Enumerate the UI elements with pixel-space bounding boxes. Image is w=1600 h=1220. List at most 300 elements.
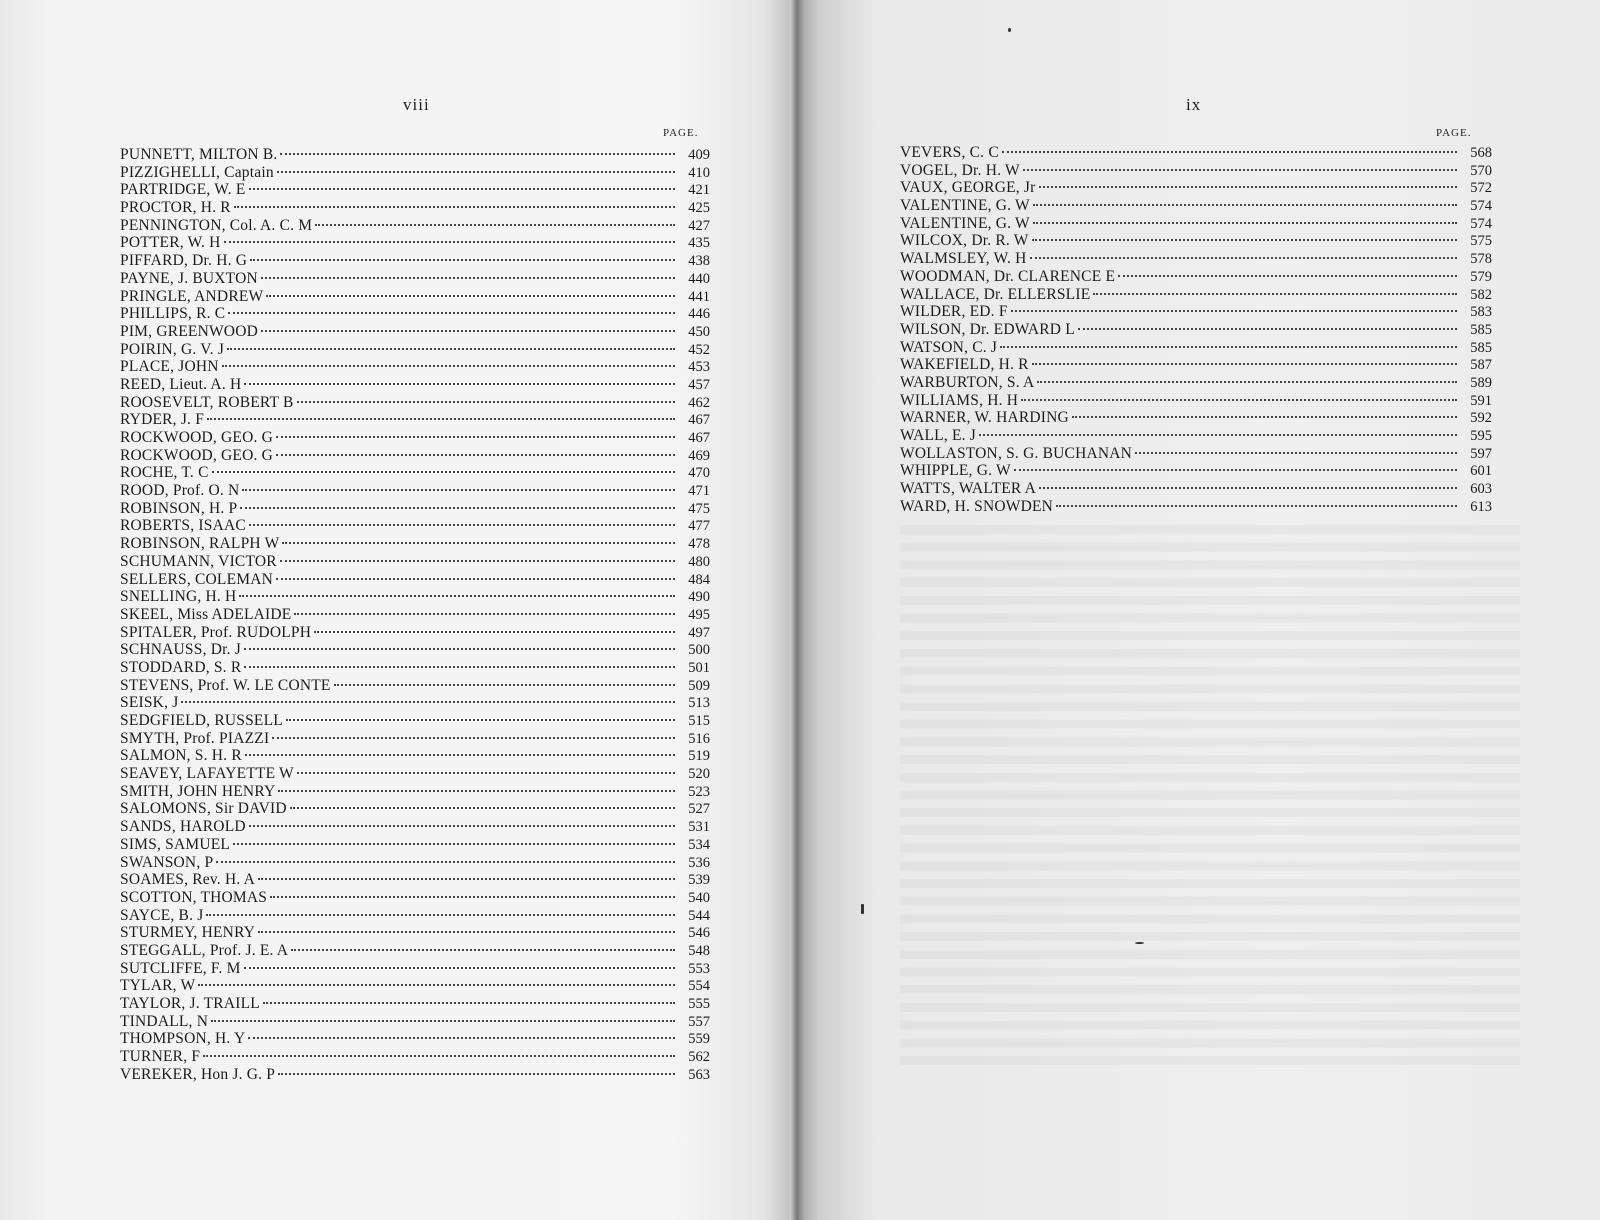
entry-page-number: 471 [688, 483, 710, 500]
entry-page-number: 509 [688, 677, 710, 694]
entry-page-number: 484 [688, 571, 710, 588]
entry-name: WALLACE, Dr. ELLERSLIE [900, 285, 1091, 303]
dot-leader [261, 330, 675, 332]
entry-name: SWANSON, P [120, 853, 214, 871]
entry-page-number: 515 [688, 713, 710, 729]
entry-name: STODDARD, S. R [120, 658, 242, 676]
index-entry [900, 144, 1492, 162]
entry-page-number: 441 [688, 288, 710, 305]
entry-name: SCHNAUSS, Dr. J [120, 641, 242, 659]
dot-leader [233, 843, 675, 845]
entry-name: SIMS, SAMUEL [120, 835, 231, 853]
dot-leader [224, 241, 675, 243]
index-entry [120, 624, 710, 642]
entry-name: WILDER, ED. F [900, 303, 1008, 321]
entry-name: TAYLOR, J. TRAILL [120, 995, 260, 1012]
dot-leader [1021, 399, 1457, 401]
entry-page-number: 574 [1470, 215, 1492, 232]
index-entry [900, 268, 1492, 286]
dot-leader [212, 471, 675, 473]
entry-page-number: 470 [688, 465, 710, 482]
entry-name: THOMPSON, H. Y [120, 1030, 246, 1048]
entry-page-number: 597 [1470, 445, 1492, 462]
dot-leader [1011, 310, 1457, 312]
index-entry [120, 429, 710, 447]
dot-leader [263, 1002, 675, 1004]
dot-leader [1078, 328, 1457, 330]
entry-name: REED, Lieut. A. H [120, 375, 242, 393]
dot-leader [297, 401, 675, 403]
index-entry [120, 358, 710, 376]
entry-page-number: 500 [688, 642, 710, 659]
dot-leader [248, 1037, 675, 1039]
entry-page-number: 536 [688, 854, 710, 871]
dot-leader [181, 701, 675, 703]
entry-name: WALMSLEY, W. H [900, 250, 1027, 268]
index-entry [120, 854, 710, 872]
entry-page-number: 457 [688, 376, 710, 393]
entry-page-number: 554 [688, 978, 710, 995]
dot-leader [222, 365, 675, 367]
dot-leader [270, 896, 675, 898]
entry-page-number: 480 [688, 553, 710, 570]
index-entry [120, 252, 710, 270]
entry-page-number: 582 [1470, 286, 1492, 303]
index-entry [120, 659, 710, 677]
dot-leader [1135, 452, 1457, 454]
entry-name: PARTRIDGE, W. E [120, 181, 246, 199]
dot-leader [249, 825, 675, 827]
entry-name: PROCTOR, H. R [120, 199, 231, 217]
entry-name: PENNINGTON, Col. A. C. M [120, 216, 313, 234]
entry-name: ROCKWOOD, GEO. G [120, 446, 274, 464]
entry-name: VEVERS, C. C [900, 144, 999, 161]
dot-leader [244, 666, 675, 668]
dot-leader [266, 295, 675, 297]
entry-page-number: 453 [688, 359, 710, 376]
entry-name: WILLIAMS, H. H [900, 391, 1019, 409]
index-entry [120, 464, 710, 482]
entry-page-number: 520 [688, 766, 710, 783]
entry-page-number: 501 [688, 659, 710, 676]
entry-name: WALL, E. J [900, 427, 977, 444]
entry-page-number: 592 [1470, 410, 1492, 427]
entry-name: SALOMONS, Sir DAVID [120, 800, 287, 818]
index-entry [900, 162, 1492, 180]
dot-leader [1118, 275, 1457, 277]
dot-leader [249, 524, 675, 526]
entry-name: PAYNE, J. BUXTON [120, 269, 258, 287]
index-entry [120, 677, 710, 695]
index-entry [120, 146, 710, 164]
entry-page-number: 534 [688, 836, 710, 853]
index-entry [900, 250, 1492, 268]
entry-name: VAUX, GEORGE, Jr [900, 179, 1036, 197]
entry-page-number: 544 [688, 907, 710, 924]
entry-page-number: 572 [1470, 180, 1492, 197]
entry-page-number: 409 [688, 147, 710, 163]
index-entry [120, 836, 710, 854]
dot-leader [1000, 346, 1457, 348]
dot-leader [216, 861, 675, 863]
dot-leader [203, 1055, 675, 1057]
entry-name: TINDALL, N [120, 1012, 209, 1030]
entry-page-number: 421 [688, 182, 710, 199]
index-entry [120, 341, 710, 359]
index-entry [120, 588, 710, 606]
entry-page-number: 490 [688, 589, 710, 606]
dot-leader [276, 436, 675, 438]
entry-page-number: 440 [688, 270, 710, 287]
dot-leader [242, 489, 675, 491]
entry-name: PUNNETT, MILTON B. [120, 146, 278, 163]
dot-leader [272, 737, 675, 739]
dot-leader [314, 631, 675, 633]
entry-page-number: 591 [1470, 392, 1492, 409]
index-entry [120, 818, 710, 836]
entry-page-number: 562 [688, 1049, 710, 1066]
entry-name: POTTER, W. H [120, 234, 221, 252]
dot-leader [290, 807, 675, 809]
index-entry [900, 409, 1492, 427]
entry-name: ROCHE, T. C [120, 464, 209, 482]
index-entry [120, 960, 710, 978]
index-entry [120, 394, 710, 412]
entry-name: SCHUMANN, VICTOR [120, 552, 277, 570]
entry-page-number: 425 [688, 200, 710, 217]
dot-leader [258, 931, 675, 933]
entry-page-number: 478 [688, 536, 710, 553]
index-entry [120, 889, 710, 907]
dot-leader [276, 578, 675, 580]
entry-page-number: 519 [688, 748, 710, 765]
index-entry [120, 500, 710, 518]
entry-name: SANDS, HAROLD [120, 818, 246, 836]
index-entry [900, 374, 1492, 392]
dot-leader [1039, 186, 1457, 188]
entry-name: SMYTH, Prof. PIAZZI [120, 729, 270, 747]
entry-name: SALMON, S. H. R [120, 747, 242, 765]
index-entry [120, 305, 710, 323]
entry-name: PIFFARD, Dr. H. G [120, 252, 248, 270]
entry-name: WARBURTON, S. A [900, 373, 1035, 391]
entry-name: WHIPPLE, G. W [900, 462, 1011, 480]
dot-leader [1002, 151, 1457, 153]
entry-name: SEISK, J [120, 694, 179, 712]
entry-name: ROCKWOOD, GEO. G [120, 429, 274, 446]
dot-leader [250, 259, 675, 261]
dot-leader [228, 312, 675, 314]
dot-leader [245, 754, 675, 756]
page-column-header: PAGE. [1436, 127, 1472, 139]
index-entry [120, 942, 710, 960]
entry-page-number: 601 [1470, 463, 1492, 480]
entry-name: TYLAR, W [120, 977, 196, 995]
entry-page-number: 613 [1470, 498, 1492, 515]
entry-page-number: 467 [688, 430, 710, 446]
dot-leader [280, 153, 675, 155]
index-entry [120, 641, 710, 659]
entry-page-number: 578 [1470, 251, 1492, 268]
entry-page-number: 446 [688, 306, 710, 323]
page-number: ix [1186, 95, 1202, 114]
entry-name: ROBINSON, H. P [120, 499, 238, 517]
dot-leader [244, 967, 675, 969]
entry-page-number: 531 [688, 819, 710, 836]
index-entry [900, 339, 1492, 357]
dot-leader [1093, 293, 1457, 295]
index-entry [120, 181, 710, 199]
index-entry [120, 553, 710, 571]
entry-page-number: 555 [688, 996, 710, 1012]
page-column-header: PAGE. [663, 127, 699, 139]
index-entry [900, 445, 1492, 463]
entry-page-number: 563 [688, 1066, 710, 1083]
dot-leader [278, 1073, 675, 1075]
entry-page-number: 497 [688, 624, 710, 641]
entry-name: WATSON, C. J [900, 338, 998, 356]
dot-leader [315, 224, 675, 226]
entry-page-number: 410 [688, 164, 710, 181]
entry-name: ROOSEVELT, ROBERT B [120, 393, 294, 411]
entry-page-number: 462 [688, 394, 710, 411]
index-entry [900, 197, 1492, 215]
index-entry [900, 427, 1492, 445]
index-entry [120, 1066, 710, 1084]
entry-name: ROBERTS, ISAAC [120, 517, 246, 535]
index-entry [120, 376, 710, 394]
entry-name: WARNER, W. HARDING [900, 409, 1069, 427]
dot-leader [227, 348, 675, 350]
entry-name: SCOTTON, THOMAS [120, 888, 268, 906]
index-entry [120, 783, 710, 801]
entry-page-number: 438 [688, 253, 710, 270]
index-entry [900, 303, 1492, 321]
index-entry [120, 217, 710, 235]
entry-page-number: 477 [688, 518, 710, 535]
entry-page-number: 495 [688, 606, 710, 623]
entry-name: WILCOX, Dr. R. W [900, 232, 1029, 250]
entry-page-number: 427 [688, 217, 710, 234]
index-entry [900, 215, 1492, 233]
index-entry [120, 977, 710, 995]
index-entry [120, 411, 710, 429]
entry-name: SEDGFIELD, RUSSELL [120, 712, 283, 729]
dot-leader [1056, 505, 1457, 507]
entry-page-number: 559 [688, 1031, 710, 1048]
index-entry [900, 480, 1492, 498]
dot-leader [207, 418, 675, 420]
dot-leader [276, 454, 675, 456]
index-entry [120, 800, 710, 818]
entry-page-number: 575 [1470, 233, 1492, 250]
entry-name: SMITH, JOHN HENRY [120, 782, 276, 800]
index-entry [900, 179, 1492, 197]
dot-leader [261, 277, 675, 279]
dot-leader [334, 684, 675, 686]
entry-name: SOAMES, Rev. H. A [120, 871, 256, 889]
entry-page-number: 570 [1470, 162, 1492, 179]
entry-name: RYDER, J. F [120, 411, 205, 429]
index-entry [120, 571, 710, 589]
entry-page-number: 589 [1470, 374, 1492, 391]
index-entry [120, 535, 710, 553]
index-entry [120, 871, 710, 889]
entry-name: SAYCE, B. J [120, 906, 204, 924]
entry-page-number: 587 [1470, 357, 1492, 374]
dot-leader [1039, 487, 1457, 489]
entry-name: WARD, H. SNOWDEN [900, 497, 1054, 515]
book-gutter [790, 0, 804, 1220]
entry-page-number: 557 [688, 1013, 710, 1030]
entry-name: VALENTINE, G. W [900, 214, 1030, 232]
entry-page-number: 539 [688, 872, 710, 889]
index-entry [120, 730, 710, 748]
index-entry [120, 517, 710, 535]
index-entry [900, 232, 1492, 250]
entry-name: SUTCLIFFE, F. M [120, 959, 241, 977]
dot-leader [1037, 381, 1457, 383]
index-entry [120, 606, 710, 624]
entry-name: PRINGLE, ANDREW [120, 287, 264, 305]
index-entry [900, 321, 1492, 339]
entry-name: STEVENS, Prof. W. LE CONTE [120, 676, 331, 694]
dot-leader [1014, 469, 1457, 471]
entry-page-number: 553 [688, 960, 710, 977]
dot-leader [278, 790, 675, 792]
right-page [795, 0, 1600, 1220]
entry-name: SKEEL, Miss ADELAIDE [120, 605, 292, 623]
entry-name: WOODMAN, Dr. CLARENCE E [900, 267, 1116, 285]
dot-leader [198, 984, 675, 986]
entry-page-number: 548 [688, 942, 710, 959]
index-list [120, 146, 710, 1083]
entry-name: WAKEFIELD, H. R [900, 356, 1029, 374]
entry-name: POIRIN, G. V. J [120, 340, 225, 358]
index-entry [900, 462, 1492, 480]
entry-name: ROOD, Prof. O. N [120, 482, 240, 500]
entry-name: SEAVEY, LAFAYETTE W [120, 765, 294, 783]
dot-leader [1072, 416, 1457, 418]
entry-name: PIZZIGHELLI, Captain [120, 163, 274, 181]
dot-leader [1032, 363, 1457, 365]
index-entry [900, 286, 1492, 304]
entry-name: SPITALER, Prof. RUDOLPH [120, 623, 312, 641]
entry-page-number: 583 [1470, 304, 1492, 321]
index-entry [120, 747, 710, 765]
ink-speck [861, 904, 864, 914]
index-entry [120, 1013, 710, 1031]
entry-page-number: 546 [688, 925, 710, 942]
dot-leader [206, 914, 675, 916]
entry-name: WOLLASTON, S. G. BUCHANAN [900, 444, 1133, 462]
entry-name: SELLERS, COLEMAN [120, 570, 274, 588]
entry-page-number: 585 [1470, 321, 1492, 338]
index-entry [120, 482, 710, 500]
entry-page-number: 450 [688, 323, 710, 340]
index-entry [120, 712, 710, 730]
index-entry [120, 234, 710, 252]
index-entry [120, 323, 710, 341]
entry-page-number: 452 [688, 341, 710, 358]
entry-name: PLACE, JOHN [120, 358, 219, 376]
entry-page-number: 585 [1470, 339, 1492, 356]
entry-page-number: 603 [1470, 481, 1492, 498]
entry-name: VOGEL, Dr. H. W [900, 161, 1020, 179]
dot-leader [277, 171, 675, 173]
entry-page-number: 574 [1470, 198, 1492, 215]
dot-leader [239, 595, 675, 597]
index-entry [120, 447, 710, 465]
index-entry [900, 356, 1492, 374]
index-entry [120, 270, 710, 288]
dot-leader [244, 648, 675, 650]
entry-page-number: 467 [688, 412, 710, 429]
dot-leader [282, 542, 675, 544]
dot-leader [211, 1020, 675, 1022]
entry-name: VEREKER, Hon J. G. P [120, 1065, 276, 1083]
entry-name: STURMEY, HENRY [120, 924, 256, 942]
dot-leader [234, 206, 675, 208]
page-number: viii [403, 95, 430, 114]
dot-leader [249, 188, 675, 190]
dot-leader [979, 434, 1457, 436]
dot-leader [291, 949, 675, 951]
dot-leader [258, 878, 675, 880]
entry-page-number: 516 [688, 730, 710, 747]
entry-page-number: 540 [688, 889, 710, 906]
index-entry [120, 1048, 710, 1066]
dot-leader [1023, 169, 1457, 171]
entry-name: VALENTINE, G. W [900, 197, 1030, 215]
index-entry [120, 199, 710, 217]
entry-name: TURNER, F [120, 1048, 201, 1066]
left-page [0, 0, 795, 1220]
index-entry [120, 288, 710, 306]
dot-leader [280, 560, 675, 562]
index-entry [900, 498, 1492, 516]
entry-page-number: 513 [688, 695, 710, 712]
index-entry [120, 1030, 710, 1048]
dot-leader [297, 772, 675, 774]
index-entry [120, 164, 710, 182]
entry-name: PIM, GREENWOOD [120, 322, 258, 340]
dot-leader [1032, 239, 1457, 241]
ink-speck [1135, 942, 1144, 944]
index-entry [120, 995, 710, 1013]
entry-page-number: 469 [688, 447, 710, 464]
entry-name: STEGGALL, Prof. J. E. A [120, 941, 289, 959]
entry-name: PHILLIPS, R. C [120, 305, 226, 323]
entry-page-number: 595 [1470, 428, 1492, 444]
dot-leader [1033, 204, 1457, 206]
dot-leader [294, 613, 675, 615]
entry-name: WILSON, Dr. EDWARD L [900, 320, 1075, 338]
ink-speck [1008, 28, 1011, 32]
entry-page-number: 579 [1470, 268, 1492, 285]
dot-leader [240, 507, 675, 509]
dot-leader [1033, 222, 1457, 224]
entry-page-number: 475 [688, 500, 710, 517]
entry-name: SNELLING, H. H [120, 588, 237, 606]
index-entry [120, 694, 710, 712]
entry-page-number: 435 [688, 235, 710, 252]
dot-leader [1030, 257, 1457, 259]
index-list [900, 144, 1492, 515]
entry-page-number: 568 [1470, 145, 1492, 161]
entry-name: ROBINSON, RALPH W [120, 535, 280, 553]
show-through-text [900, 525, 1520, 1065]
